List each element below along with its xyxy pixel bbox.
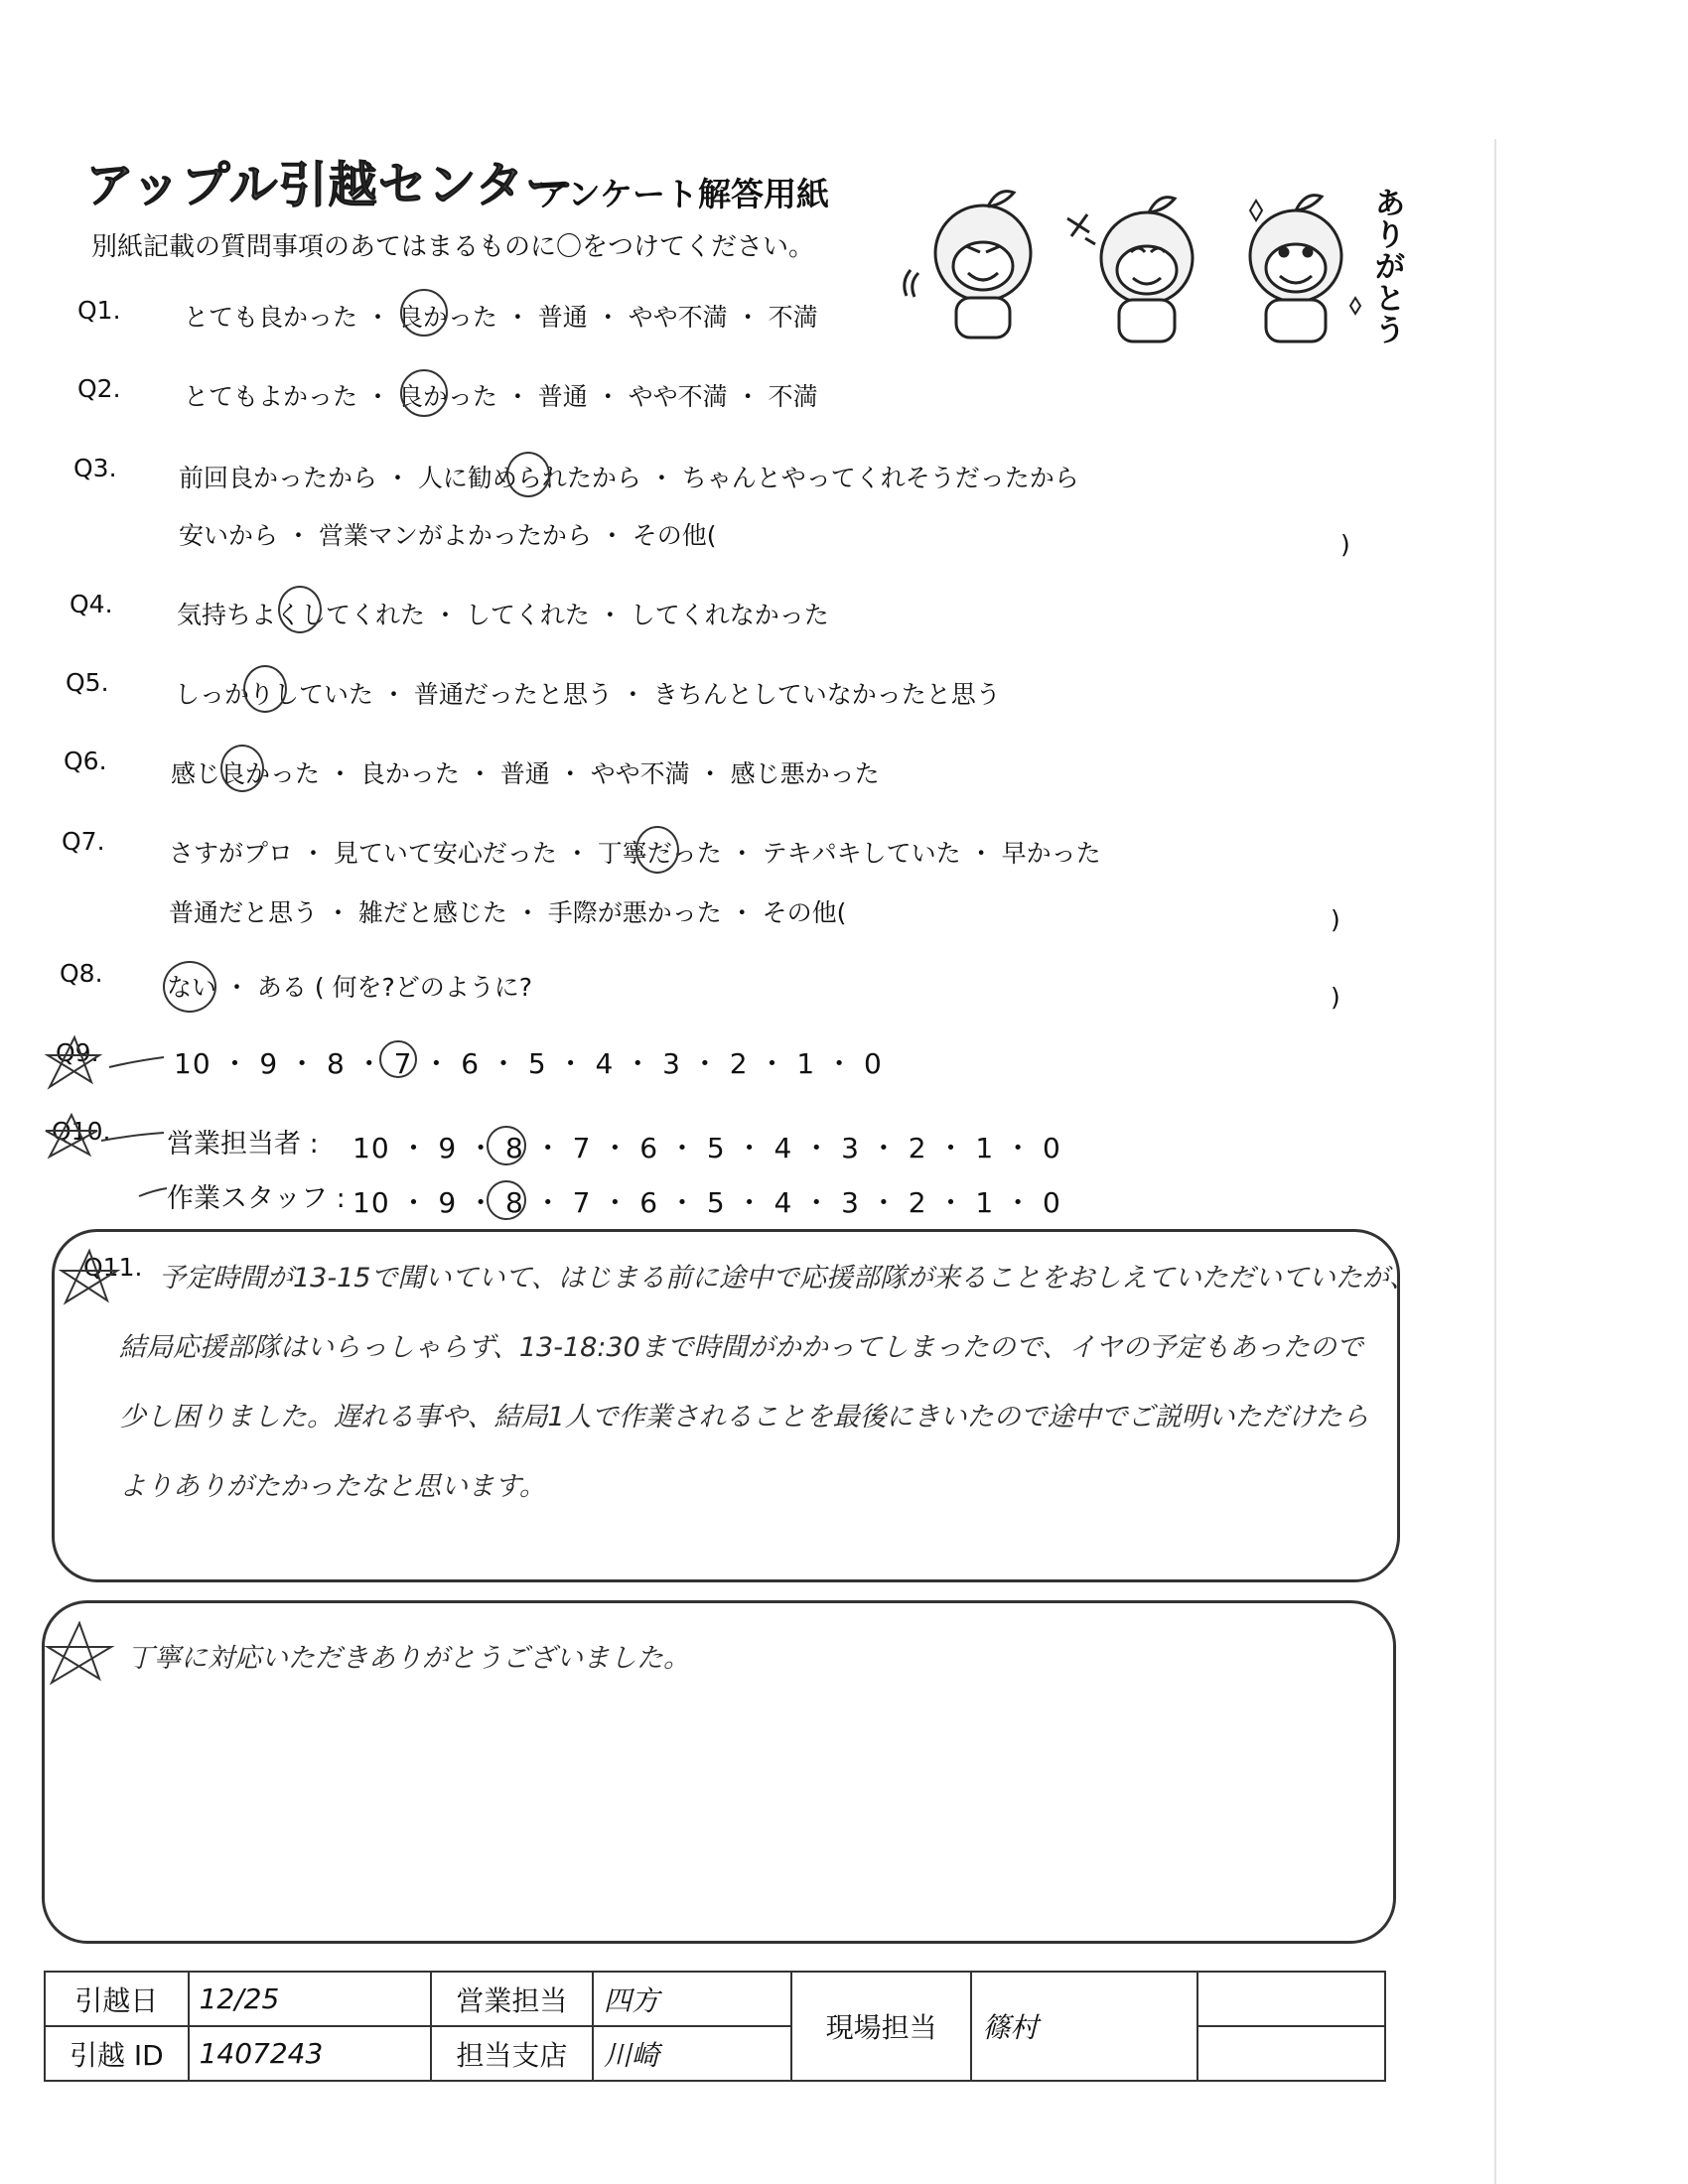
form-title: アンケート解答用紙 xyxy=(536,175,830,213)
move-id-value: 1407243 xyxy=(189,2026,431,2081)
mascot-illustration xyxy=(889,179,1385,357)
q5-answer-circle xyxy=(243,665,287,713)
q8-options: ない ・ ある ( 何を?どのように? xyxy=(167,973,533,1002)
q9-scale: 10 ・ 9 ・ 8 ・ 7 ・ 6 ・ 5 ・ 4 ・ 3 ・ 2 ・ 1 ・ 0 xyxy=(174,1047,883,1080)
q10-sales-answer-circle xyxy=(487,1126,526,1165)
q11-line-2: 結局応援部隊はいらっしゃらず、13-18:30まで時間がかかってしまったので、イヤの予定もあったので xyxy=(119,1332,1363,1363)
brand-title: アップル引越センター xyxy=(85,157,575,213)
q2-options: とてもよかった ・ 良かった ・ 普通 ・ やや不満 ・ 不満 xyxy=(184,382,818,411)
q11-line-3: 少し困りました。遅れる事や、結局1人で作業されることを最後にきいたので途中でご説明いただけたら xyxy=(119,1402,1369,1433)
q10-staff-label: 作業スタッフ : xyxy=(167,1183,346,1214)
q10-sales-scale: 10 ・ 9 ・ 8 ・ 7 ・ 6 ・ 5 ・ 4 ・ 3 ・ 2 ・ 1 ・ 0 xyxy=(352,1132,1061,1164)
q5-options: しっかりしていた ・ 普通だったと思う ・ きちんとしていなかったと思う xyxy=(175,680,1001,709)
q11-label: Q11. xyxy=(83,1253,143,1282)
blank-cell-bottom xyxy=(1197,2026,1385,2081)
move-id-label: 引越 ID xyxy=(45,2026,189,2081)
q7-close-paren: ) xyxy=(1331,905,1340,934)
q10-staff-answer-circle xyxy=(487,1180,526,1220)
instruction-text: 別紙記載の質問事項のあてはまるものに〇をつけてください。 xyxy=(91,232,815,262)
q1-options: とても良かった ・ 良かった ・ 普通 ・ やや不満 ・ 不満 xyxy=(184,303,818,332)
q1-label: Q1. xyxy=(77,296,121,325)
q10-sales-label: 営業担当者 : xyxy=(167,1129,319,1160)
q10-staff-scale: 10 ・ 9 ・ 8 ・ 7 ・ 6 ・ 5 ・ 4 ・ 3 ・ 2 ・ 1 ・ 0 xyxy=(352,1186,1061,1219)
q8-close-paren: ) xyxy=(1331,983,1340,1012)
q4-label: Q4. xyxy=(70,590,113,618)
branch-label: 担当支店 xyxy=(431,2026,593,2081)
q8-answer-circle xyxy=(163,961,216,1013)
q9-star-scribble xyxy=(40,1027,179,1097)
q9-label: Q9. xyxy=(56,1038,99,1067)
q7-options-line1: さすがプロ ・ 見ていて安心だった ・ 丁寧だった ・ テキパキしていた ・ 早かった xyxy=(169,839,1101,868)
q3-close-paren: ) xyxy=(1340,530,1350,559)
q3-options-line1: 前回良かったから ・ 人に勧められたから ・ ちゃんとやってくれそうだったから xyxy=(179,464,1079,492)
q3-options-line2: 安いから ・ 営業マンがよかったから ・ その他( xyxy=(179,521,717,550)
q3-label: Q3. xyxy=(73,454,117,482)
q11-line-1: 予定時間が13-15で聞いていて、はじまる前に途中で応援部隊が来ることをおしえていただいていたが、 xyxy=(159,1263,1416,1294)
q5-label: Q5. xyxy=(66,668,109,697)
move-date-value: 12/25 xyxy=(189,1972,431,2026)
q12-star-scribble xyxy=(40,1613,129,1693)
q9-answer-circle xyxy=(379,1040,417,1078)
q2-answer-circle xyxy=(400,369,448,417)
blank-cell-top xyxy=(1197,1972,1385,2026)
q7-answer-circle xyxy=(635,826,679,874)
q8-label: Q8. xyxy=(60,959,103,988)
footer-info-table xyxy=(44,1971,1386,2082)
q2-label: Q2. xyxy=(77,374,121,403)
q12-line-1: 丁寧に対応いただきありがとうございました。 xyxy=(127,1643,690,1674)
q4-options: 気持ちよくしてくれた ・ してくれた ・ してくれなかった xyxy=(177,601,829,629)
site-rep-value: 篠村 xyxy=(971,1972,1197,2081)
sales-rep-label: 営業担当 xyxy=(431,1972,593,2026)
branch-value: 川崎 xyxy=(593,2026,791,2081)
q7-label: Q7. xyxy=(62,827,105,856)
q11-line-4: よりありがたかったなと思います。 xyxy=(119,1471,546,1502)
q4-answer-circle xyxy=(278,586,322,633)
q11-star-scribble xyxy=(56,1243,135,1312)
q7-options-line2: 普通だと思う ・ 雑だと感じた ・ 手際が悪かった ・ その他( xyxy=(169,898,847,927)
thanks-vertical-text: ありがとう xyxy=(1375,187,1405,348)
q10-star-scribble xyxy=(40,1107,179,1216)
q6-answer-circle xyxy=(220,745,264,792)
sales-rep-value: 四方 xyxy=(593,1972,791,2026)
move-date-label: 引越日 xyxy=(45,1972,189,2026)
q6-label: Q6. xyxy=(64,747,107,775)
q3-answer-circle xyxy=(506,452,550,497)
q1-answer-circle xyxy=(400,289,448,337)
q10-label: Q10. xyxy=(52,1117,111,1146)
page-edge xyxy=(1494,139,1496,2184)
site-rep-label: 現場担当 xyxy=(791,1972,972,2081)
q6-options: 感じ良かった ・ 良かった ・ 普通 ・ やや不満 ・ 感じ悪かった xyxy=(171,759,880,788)
